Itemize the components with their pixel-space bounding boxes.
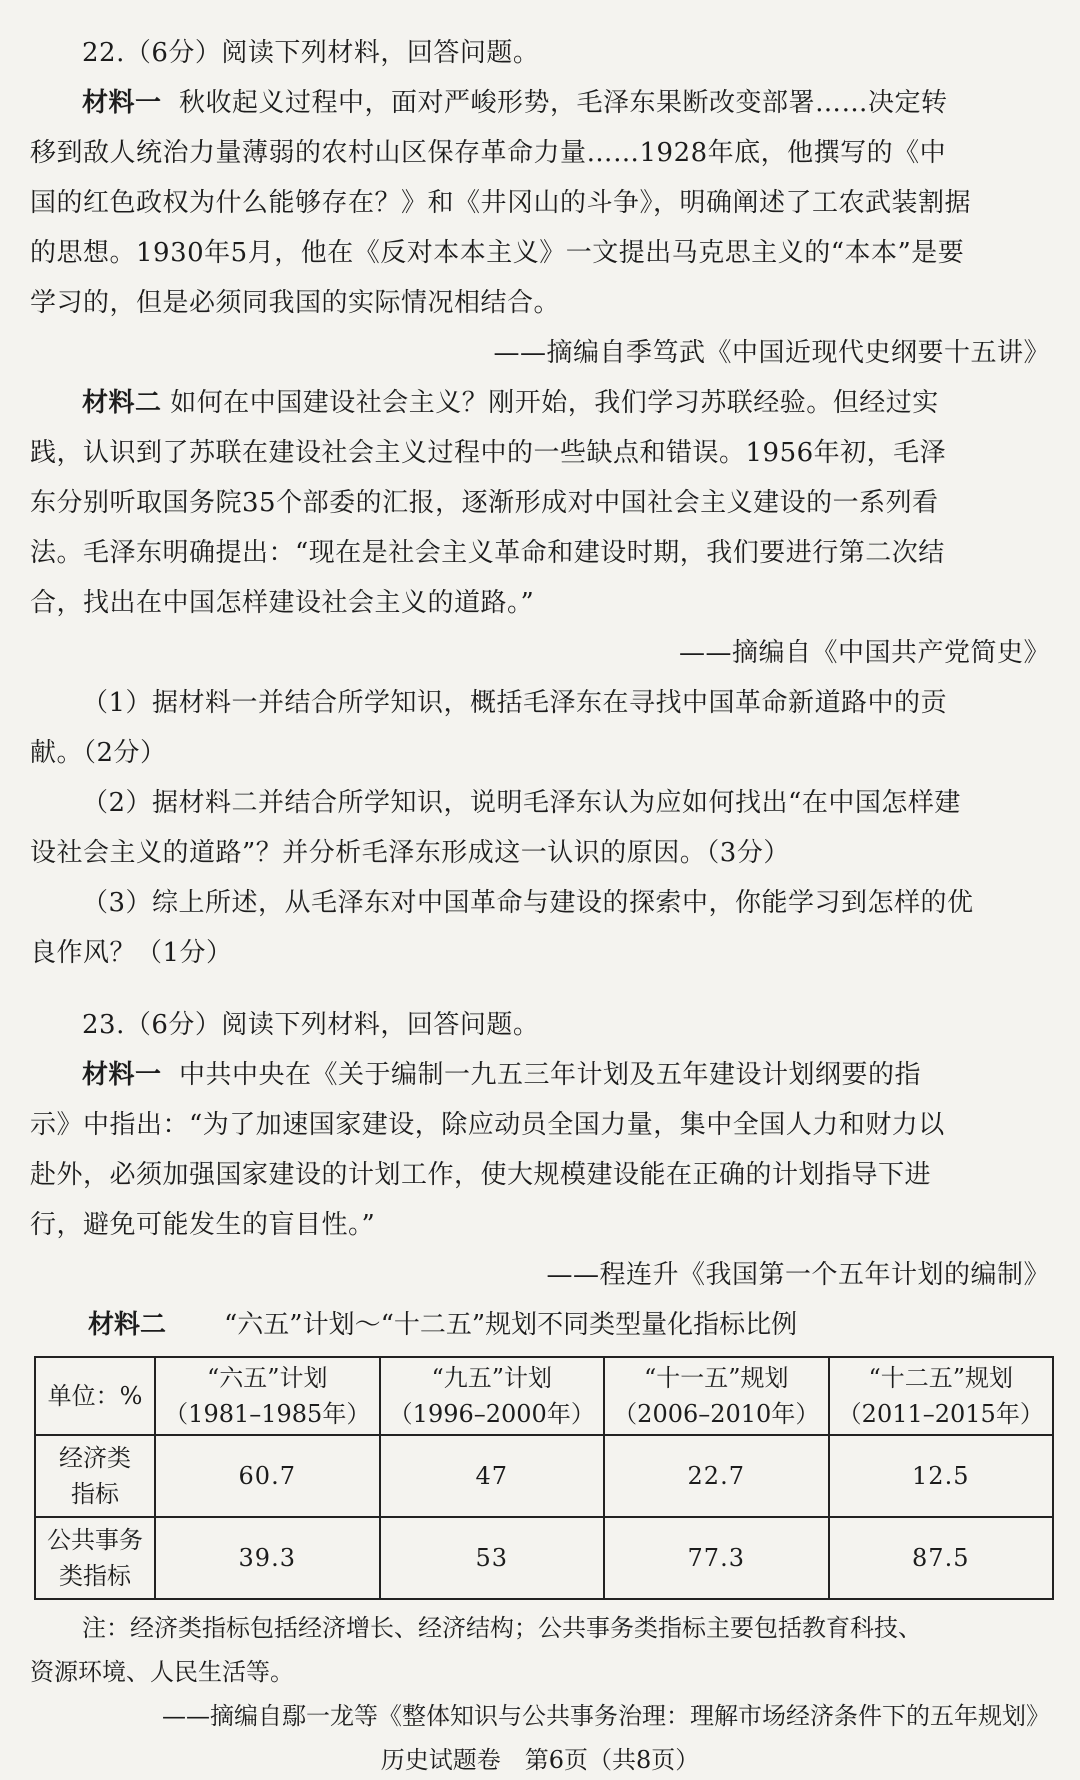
q23-material2-title-line [30,1300,1050,1350]
table-cell: 12.5 [829,1435,1054,1517]
q22-question-1b: 献。（2分） [30,738,167,768]
table-cell: 60.7 [155,1435,380,1517]
table-note-line-1: 注：经济类指标包括经济增长、经济结构；公共事务类指标主要包括教育科技、 [82,1614,922,1642]
col-years: （2011–2015年） [837,1400,1044,1428]
q23-header: 23.（6分）阅读下列材料，回答问题。 [82,1010,540,1040]
table-unit-cell: 单位：% [35,1357,155,1435]
q22-material1-source: ——摘编自季笃武《中国近现代史纲要十五讲》 [493,338,1050,368]
table-cell: 87.5 [829,1517,1054,1599]
q22-material2-line-1 [30,378,1050,428]
table-col-header [155,1357,380,1435]
page-footer: 历史试题卷 第6页（共8页） [380,1746,700,1774]
q22-question-3a: （3）综上所述，从毛泽东对中国革命与建设的探索中，你能学习到怎样的优 [82,888,974,918]
col-years: （1981–1985年） [164,1400,371,1428]
q23-material1-source: ——程连升《我国第一个五年计划的编制》 [546,1260,1050,1290]
col-name: “九五”计划 [431,1364,553,1392]
table-col-header [829,1357,1054,1435]
row-label-line: 公共事务 [47,1526,143,1554]
q22-header: 22.（6分）阅读下列材料，回答问题。 [82,38,540,68]
q23-material1-line-4: 行，避免可能发生的盲目性。” [30,1210,376,1240]
q22-material1-line-2: 移到敌人统治力量薄弱的农村山区保存革命力量……1928年底，他撰写的《中 [30,138,947,168]
q23-material2-source: ——摘编自鄢一龙等《整体知识与公共事务治理：理解市场经济条件下的五年规划》 [162,1702,1050,1730]
q22-material1-text-1: 秋收起义过程中，面对严峻形势，毛泽东果断改变部署……决定转 [179,88,948,118]
q22-material2-line-3: 东分别听取国务院35个部委的汇报，逐渐形成对中国社会主义建设的一系列看 [30,488,939,518]
section-spacer [30,978,1050,1000]
row-label-line: 经济类 [59,1444,131,1472]
q22-material2-source: ——摘编自《中国共产党简史》 [678,638,1050,668]
q23-material1-text-1: 中共中央在《关于编制一九五三年计划及五年建设计划纲要的指 [179,1060,922,1090]
table-header-row [35,1357,1053,1435]
q23-material1-label: 材料一 [82,1060,162,1090]
table-col-header [604,1357,829,1435]
table-cell: 39.3 [155,1517,380,1599]
row-label [35,1435,155,1517]
q23-material1-line-3: 赴外，必须加强国家建设的计划工作，使大规模建设能在正确的计划指导下进 [30,1160,932,1190]
col-name: “十二五”规划 [868,1364,1014,1392]
row-label-line: 指标 [71,1480,119,1508]
q22-material2-text-1: 如何在中国建设社会主义？刚开始，我们学习苏联经验。但经过实 [170,388,939,418]
col-name: “六五”计划 [206,1364,328,1392]
table-cell: 47 [380,1435,605,1517]
q22-material2-line-2: 践，认识到了苏联在建设社会主义过程中的一些缺点和错误。1956年初，毛泽 [30,438,947,468]
col-years: （2006–2010年） [613,1400,820,1428]
table-row [35,1517,1053,1599]
q22-question-2b: 设社会主义的道路”？并分析毛泽东形成这一认识的原因。（3分） [30,838,790,868]
table-cell: 22.7 [604,1435,829,1517]
row-label [35,1517,155,1599]
q22-material1-line-5: 学习的，但是必须同我国的实际情况相结合。 [30,288,561,318]
table-cell: 53 [380,1517,605,1599]
q23-material1-line-2: 示》中指出：“为了加速国家建设，除应动员全国力量，集中全国人力和财力以 [30,1110,945,1140]
q22-material2-label: 材料二 [82,388,162,418]
table-title: “六五”计划～“十二五”规划不同类型量化指标比例 [224,1310,798,1340]
q22-material1-line-4: 的思想。1930年5月，他在《反对本本主义》一文提出马克思主义的“本本”是要 [30,238,965,268]
table-cell: 77.3 [604,1517,829,1599]
col-name: “十一五”规划 [643,1364,789,1392]
col-years: （1996–2000年） [388,1400,595,1428]
q22-question-3b: 良作风？（1分） [30,938,233,968]
q22-question-2a: （2）据材料二并结合所学知识，说明毛泽东认为应如何找出“在中国怎样建 [82,788,961,818]
table-col-header [380,1357,605,1435]
q22-material1-line-3: 国的红色政权为什么能够存在？》和《井冈山的斗争》，明确阐述了工农武装割据 [30,188,972,218]
table-note-line-2: 资源环境、人民生活等。 [30,1658,294,1686]
q22-material1-line-1 [30,78,1050,128]
q22-material1-label: 材料一 [82,88,162,118]
table-row [35,1435,1053,1517]
q22-material2-line-5: 合，找出在中国怎样建设社会主义的道路。” [30,588,535,618]
q22-material2-line-4: 法。毛泽东明确提出：“现在是社会主义革命和建设时期，我们要进行第二次结 [30,538,945,568]
q22-question-1a: （1）据材料一并结合所学知识，概括毛泽东在寻找中国革命新道路中的贡 [82,688,948,718]
q23-material2-label: 材料二 [88,1310,167,1340]
row-label-line: 类指标 [59,1562,131,1590]
indicator-table [34,1356,1054,1600]
q23-material1-line-1 [30,1050,1050,1100]
